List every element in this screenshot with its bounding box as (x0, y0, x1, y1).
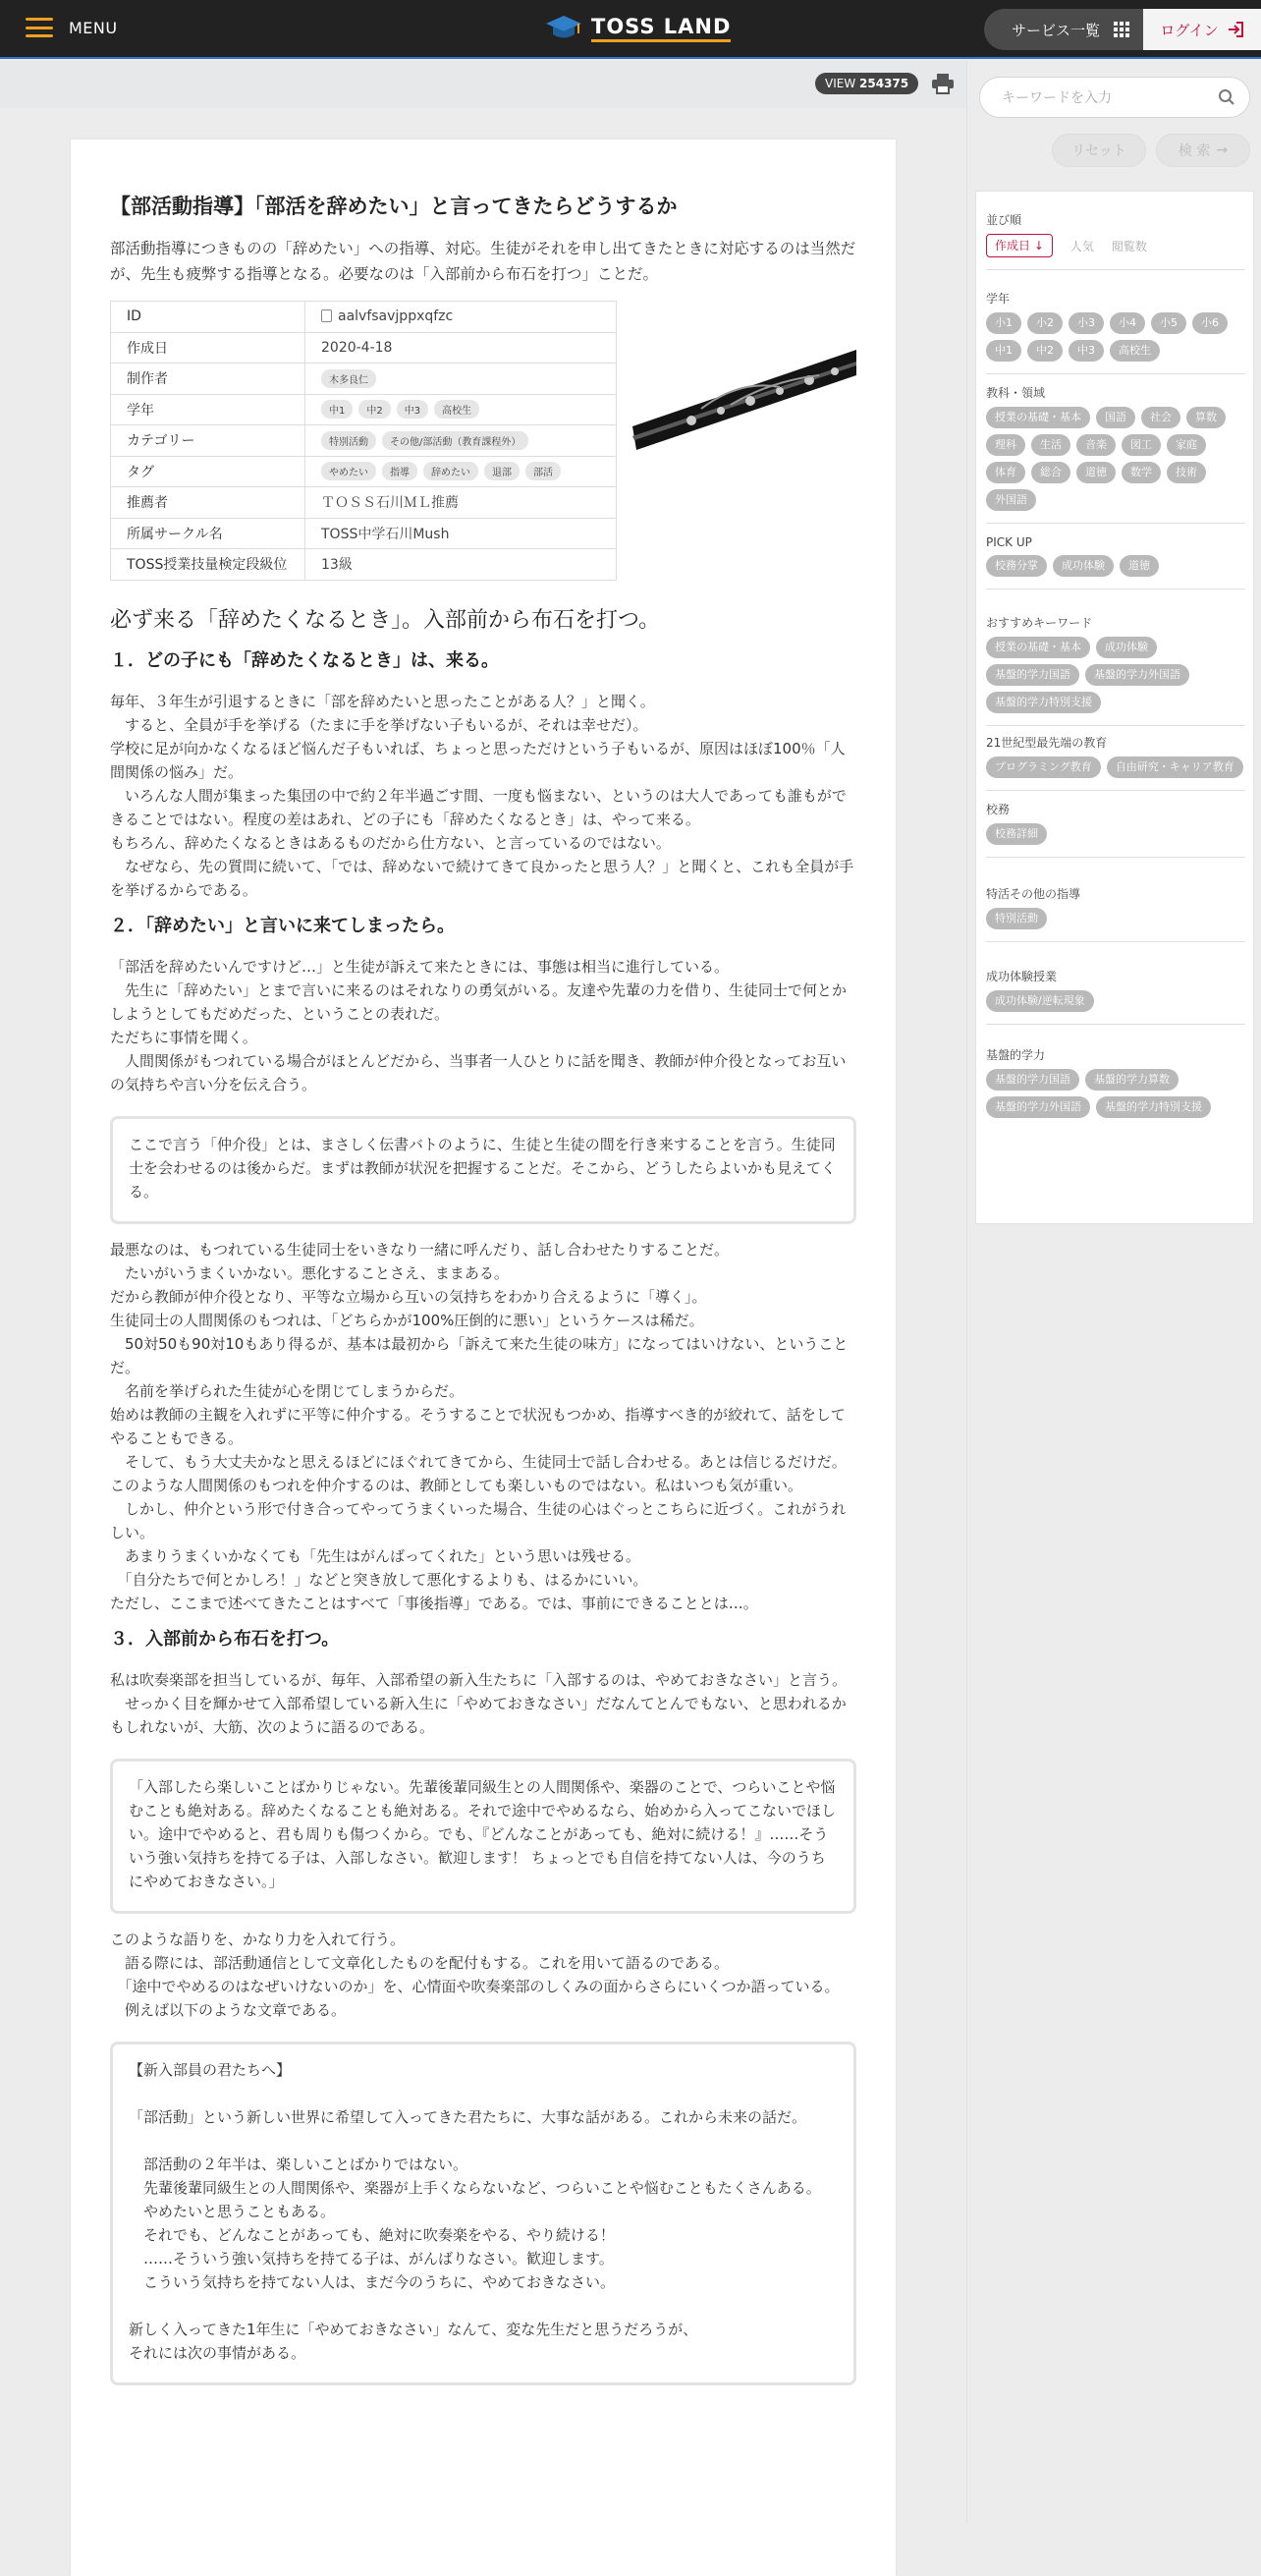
filter-group-title: 特活その他の指導 (986, 887, 1081, 901)
site-logo[interactable] (544, 13, 731, 44)
filter-group (986, 290, 1245, 374)
meta-key: 制作者 (111, 364, 305, 395)
filter-tag[interactable]: 基盤的学力国語 (986, 1069, 1079, 1091)
menu-label: MENU (69, 18, 118, 37)
hamburger-icon (26, 18, 53, 37)
filter-tag[interactable]: 国語 (1096, 407, 1135, 428)
top-navbar (0, 0, 1261, 59)
filter-tag[interactable]: 生活 (1031, 434, 1070, 456)
filter-group-title: 学年 (986, 292, 1011, 306)
filter-tag[interactable]: 社会 (1141, 407, 1180, 428)
subheading-2: ２．「辞めたい」と言いに来てしまったら。 (110, 916, 455, 936)
filter-tag[interactable]: 理科 (986, 434, 1025, 456)
sidebar (966, 61, 1261, 2523)
view-label: VIEW (825, 77, 856, 90)
filter-tag[interactable]: 総合 (1031, 462, 1070, 483)
filter-group-title: 校務 (986, 803, 1011, 816)
meta-row-created (111, 332, 617, 364)
services-label: サービス一覧 (1012, 21, 1101, 39)
view-bar (0, 61, 966, 108)
grade-chip[interactable]: 中3 (397, 400, 428, 419)
filter-panel (975, 191, 1254, 1224)
paragraph-3: 最悪なのは、もつれている生徒同士をいきなり一緒に呼んだり、話し合わせたりすることだ。 たいがいうまくいかない。悪化することさえ、ままある。 だから教師が仲介役となり、平等な立場から互いの気持ちをわかり合えるように「導く」。 生徒同士の人間関係のもつれは、「どちらかが100%圧倒的に悪い」というケースは稀だ。 50対50も90対10もあり得るが、基本は最初から「訴えて来た生徒の味方」になってはいけない、ということだ。 名前を挙げられた生徒が心を閉じてしまうからだ。 始めは教師の主観を入れずに平等に仲介する。そうすることで状況もつかめ、指導すべき的が絞れて、話をしてやることもできる。 そして、もう大丈夫かなと思えるほどにほぐれてきてから、生徒同士で話し合わせる。あとは信じるだけだ。 このような人間関係のもつれを仲介するのは、教師としても楽しいものではない。私はいつも気が重い。 しかし、仲介という形で付き合ってやってうまくいった場合、生徒の心はぐっとこちらに近づく。これがうれしい。 あまりうまくいかなくても「先生はがんばってくれた」という思いは残せる。 「自分たちで何とかしろ！」などと突き放して悪化するよりも、はるかにいい。 ただし、ここまで述べてきたことはすべて「事後指導」である。では、事前にできることとは…。 (110, 1241, 849, 1612)
filter-group (986, 1046, 1245, 1118)
filter-tag[interactable]: 小6 (1192, 312, 1228, 334)
meta-row-id (111, 302, 617, 333)
filter-tag[interactable]: 成功体験/逆転現象 (986, 990, 1094, 1012)
category-chip[interactable]: 特別活動 (321, 431, 376, 450)
subheading-1: １．どの子にも「辞めたくなるとき」は、来る。 (110, 650, 499, 671)
tag-chip[interactable]: やめたい (321, 462, 376, 480)
print-icon[interactable] (931, 73, 955, 94)
paragraph-5: このような語りを、かなり力を入れて行う。 語る際には、部活動通信として文章化したものを配付もする。これを用いて語るのである。 「途中でやめるのはなぜいけないのか」を、心情面や吹奏楽部のしくみの面からさらにいくつか語っている。 例えば以下のような文章である。 (110, 1931, 840, 2019)
view-count-badge (815, 73, 918, 94)
meta-key: 推薦者 (111, 487, 305, 519)
clarinet-thumbnail-image (632, 310, 856, 468)
search-button[interactable] (1156, 134, 1250, 167)
filter-group (986, 535, 1245, 589)
filter-group (986, 734, 1245, 791)
meta-key: 作成日 (111, 332, 305, 364)
paragraph-1: 毎年、３年生が引退するときに「部を辞めたいと思ったことがある人？」と聞く。 すると、全員が手を挙げる（たまに手を挙げない子もいるが、それは幸せだ）。 学校に足が向かなくなるほど悩んだ子もいれば、ちょっと思っただけという子もいるが、原因はほぼ100％「人間関係の悩み」だ。 いろんな人間が集まった集団の中で約２年半過ごす間、一度も悩まない、というのは大人であっても誰もができることではない。程度の差はあれ、どの子にも「辞めたくなるとき」は、やって来る。 もちろん、辞めたくなるときはあるものだから仕方ない、と言っているのではない。 なぜなら、先の質問に続いて、「では、辞めないで続けてきて良かったと思う人？」と聞くと、これも全員が手を挙げるからである。 (110, 693, 854, 899)
recommender-value: ＴＯＳＳ石川ＭＬ推薦 (305, 487, 617, 519)
copy-icon[interactable] (321, 309, 332, 322)
menu-button[interactable] (26, 18, 118, 37)
sort-created-button[interactable]: 作成日 ↓ (986, 234, 1053, 257)
tag-chip[interactable]: 指導 (382, 462, 417, 480)
search-placeholder: キーワードを入力 (1002, 90, 1112, 106)
meta-table (110, 301, 617, 581)
filter-tag[interactable]: 中2 (1027, 340, 1063, 362)
meta-key: 所属サークル名 (111, 518, 305, 549)
filter-tag[interactable]: 家庭 (1167, 434, 1206, 456)
paragraph-4: 私は吹奏楽部を担当しているが、毎年、入部希望の新入生たちに「入部するのは、やめておきなさい」と言う。 せっかく目を輝かせて入部希望している新入生に「やめておきなさい」だなんてとんでもない、と思われるかもしれないが、大筋、次のように語るのである。 (110, 1671, 848, 1736)
filter-tag[interactable]: 基盤的学力算数 (1085, 1069, 1179, 1091)
filter-group (986, 384, 1245, 524)
article-lead: 部活動指導につきものの「辞めたい」への指導、対応。生徒がそれを申し出てきたときに対応するのは当然だが、先生も疲弊する指導となる。必要なのは「入部前から布石を打つ」ことだ。 (110, 240, 856, 283)
tag-chip[interactable]: 退部 (484, 462, 520, 480)
filter-tag[interactable]: 技術 (1167, 462, 1206, 483)
reset-button[interactable]: リセット (1052, 134, 1146, 167)
filter-tag[interactable]: 外国語 (986, 489, 1036, 511)
filter-tag[interactable]: 高校生 (1110, 340, 1160, 362)
meta-row-author (111, 364, 617, 395)
tag-chip[interactable]: 部活 (525, 462, 561, 480)
graduation-cap-icon (544, 13, 583, 44)
sort-group (986, 211, 1245, 270)
category-tags (305, 425, 617, 457)
services-button[interactable] (984, 9, 1143, 50)
filter-group-title: おすすめキーワード (986, 616, 1093, 630)
filter-tag[interactable]: 音楽 (1076, 434, 1116, 456)
filter-tag[interactable]: 特別活動 (986, 908, 1047, 929)
filter-tag[interactable]: 授業の基礎・基本 (986, 407, 1090, 428)
meta-row-circle (111, 518, 617, 549)
filter-tag[interactable]: 体育 (986, 462, 1025, 483)
filter-tag[interactable]: 小3 (1069, 312, 1104, 334)
quote-box-2: 「入部したら楽しいことばかりじゃない。先輩後輩同級生との人間関係や、楽器のことで、つらいことや悩むことも絶対ある。辞めたくなることも絶対ある。それで途中でやめるなら、始めから入ってこないでほしい。途中でやめると、君も周りも傷つくから。でも、『どんなことがあっても、絶対に続ける！』……そういう強い気持ちを持てる子は、入部しなさい。歓迎します！ ちょっとでも自信を持てない人は、今のうちにやめておきなさい。」 (110, 1759, 856, 1914)
logo-text: TOSS LAND (591, 15, 731, 42)
login-label: ログイン (1160, 21, 1219, 39)
filter-tag[interactable]: 中3 (1069, 340, 1104, 362)
filter-tag[interactable]: 校務詳細 (986, 823, 1047, 845)
grid-icon (1114, 22, 1129, 37)
filter-tag[interactable]: プログラミング教育 (986, 756, 1101, 778)
filter-tag[interactable]: 道徳 (1120, 555, 1159, 577)
filter-tag[interactable]: 授業の基礎・基本 (986, 637, 1090, 658)
filter-tag[interactable]: 算数 (1186, 407, 1226, 428)
filter-tag[interactable]: 小1 (986, 312, 1021, 334)
article-body (110, 191, 856, 2385)
filter-tag[interactable]: 基盤的学力特別支援 (986, 692, 1101, 713)
login-icon (1227, 21, 1244, 38)
grade-chip[interactable]: 高校生 (434, 400, 479, 419)
filter-group (986, 968, 1245, 1025)
level-value: 13級 (305, 549, 617, 581)
filter-group-title: 教科・領域 (986, 386, 1046, 400)
circle-value: TOSS中学石川Mush (305, 518, 617, 549)
filter-group-title: 基盤的学力 (986, 1048, 1046, 1062)
category-chip[interactable]: その他/部活動（教育課程外） (382, 431, 528, 450)
search-input[interactable] (979, 77, 1250, 118)
grade-tags (305, 394, 617, 425)
filter-group-title: 21世紀型最先端の教育 (986, 736, 1108, 750)
author-chip[interactable]: 木多良仁 (321, 369, 376, 388)
meta-key: タグ (111, 456, 305, 487)
filter-tag[interactable]: 成功体験 (1053, 555, 1114, 577)
meta-row-tags (111, 456, 617, 487)
filter-group (986, 885, 1245, 942)
sort-views-button[interactable]: 閲覧数 (1111, 239, 1147, 253)
filter-tag[interactable]: 図工 (1122, 434, 1161, 456)
search-button-label: 検 索 (1178, 143, 1211, 159)
tag-chip[interactable]: 辞めたい (423, 462, 478, 480)
filter-tag[interactable]: 成功体験 (1096, 637, 1157, 658)
quote-box-3: 【新入部員の君たちへ】 「部活動」という新しい世界に希望して入ってきた君たちに、大事な話がある。これから未来の話だ。 部活動の２年半は、楽しいことばかりではない。 先輩後輩同級生との人間関係や、楽器が上手くならないなど、つらいことや悩むこともたくさんある。 やめたいと思うこともある。 それでも、どんなことがあっても、絶対に吹奏楽をやる、やり続ける！ ……そういう強い気持ちを持てる子は、がんばりなさい。歓迎します。 こういう気持ちを持てない人は、まだ今のうちに、やめておきなさい。 新しく入ってきた1年生に「やめておきなさい」なんて、変な先生だと思うだろうが、 それには次の事情がある。 (110, 2042, 856, 2385)
quote-box-1: ここで言う「仲介役」とは、まさしく伝書バトのように、生徒と生徒の間を行き来することを言う。生徒同士を会わせるのは後からだ。まずは教師が状況を把握することだ。そこから、どうしたらよいかも見えてくる。 (110, 1116, 856, 1224)
filter-tag[interactable]: 小4 (1110, 312, 1145, 334)
filter-tag[interactable]: 道徳 (1076, 462, 1116, 483)
meta-value-id[interactable] (305, 302, 617, 333)
paragraph-2: 「部活を辞めたいんですけど…」と生徒が訴えて来たときには、事態は相当に進行している。 先生に「辞めたい」とまで言いに来るのはそれなりの勇気がいる。友達や先輩の力を借り、生徒同士で何とかしようとしてもだめだった、ということの表れだ。 ただちに事情を聞く。 人間関係がもつれている場合がほとんどだから、当事者一人ひとりに話を聞き、教師が仲介役となってお互いの気持ちや言い分を伝え合う。 (110, 958, 848, 1093)
filter-tag[interactable]: 中1 (986, 340, 1021, 362)
filter-tag[interactable]: 数学 (1122, 462, 1161, 483)
meta-key: TOSS授業技量検定段級位 (111, 549, 305, 581)
article-card (71, 140, 896, 2576)
arrow-down-icon: ↓ (1033, 239, 1044, 252)
filter-tag[interactable]: 小2 (1027, 312, 1063, 334)
meta-key: カテゴリー (111, 425, 305, 457)
filter-tag[interactable]: 小5 (1151, 312, 1186, 334)
id-value: aalvfsavjppxqfzc (338, 308, 454, 325)
arrow-right-icon: → (1216, 142, 1229, 158)
search-icon[interactable] (1218, 88, 1235, 106)
tag-tags (305, 456, 617, 487)
filter-group-title: PICK UP (986, 535, 1032, 549)
meta-row-grade (111, 394, 617, 425)
meta-section (110, 301, 856, 588)
filter-group (986, 614, 1245, 726)
meta-key: ID (111, 302, 305, 333)
article-title: 【部活動指導】「部活を辞めたい」と言ってきたらどうするか (110, 195, 678, 218)
meta-row-level (111, 549, 617, 581)
sort-title: 並び順 (986, 213, 1022, 227)
filter-tag[interactable]: 基盤的学力外国語 (1085, 664, 1189, 686)
created-value: 2020-4-18 (305, 332, 617, 364)
filter-group (986, 801, 1245, 858)
login-button[interactable] (1143, 9, 1261, 50)
filter-tag[interactable]: 自由研究・キャリア教育 (1107, 756, 1243, 778)
section-heading: 必ず来る「辞めたくなるとき」。入部前から布石を打つ。 (110, 608, 661, 633)
filter-tag[interactable]: 基盤的学力特別支援 (1096, 1096, 1211, 1118)
filter-group-title: 成功体験授業 (986, 970, 1058, 983)
view-count: 254375 (859, 77, 909, 90)
meta-row-category (111, 425, 617, 457)
filter-tag[interactable]: 校務分掌 (986, 555, 1047, 577)
subheading-3: ３．入部前から布石を打つ。 (110, 1629, 340, 1650)
meta-key: 学年 (111, 394, 305, 425)
filter-tag[interactable]: 基盤的学力外国語 (986, 1096, 1090, 1118)
grade-chip[interactable]: 中2 (358, 400, 390, 419)
author-tags (305, 364, 617, 395)
sort-popular-button[interactable]: 人気 (1069, 239, 1094, 253)
meta-row-recommender (111, 487, 617, 519)
grade-chip[interactable]: 中1 (321, 400, 353, 419)
filter-tag[interactable]: 基盤的学力国語 (986, 664, 1079, 686)
